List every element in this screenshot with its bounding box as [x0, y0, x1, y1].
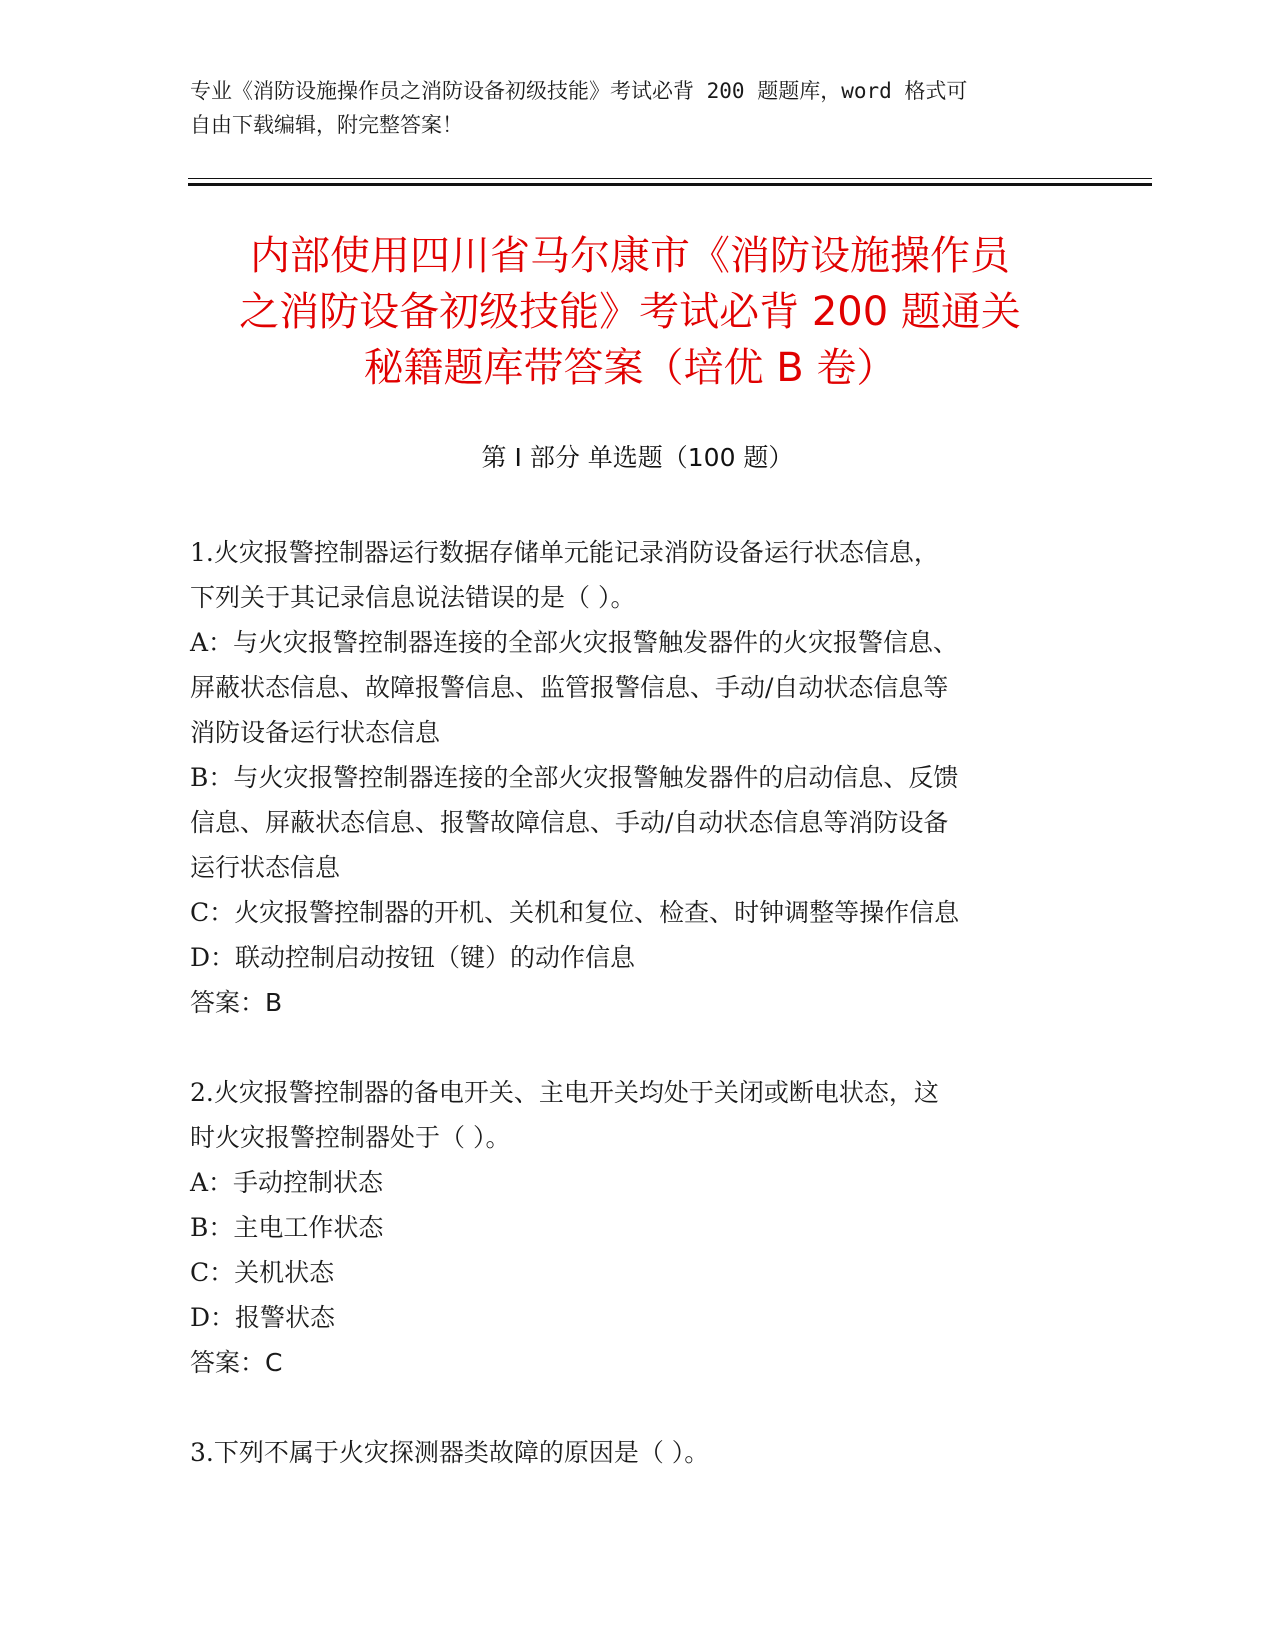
option-line: D：联动控制启动按钮（键）的动作信息 — [190, 943, 636, 972]
option-line: 运行状态信息 — [190, 853, 341, 882]
option-line: C：火灾报警控制器的开机、关机和复位、检查、时钟调整等操作信息 — [190, 898, 960, 927]
answer-line: 答案：B — [190, 988, 283, 1017]
question-stem-line: 3.下列不属于火灾探测器类故障的原因是（ ）。 — [190, 1438, 710, 1467]
option-line: A：手动控制状态 — [190, 1168, 384, 1197]
option-line: 消防设备运行状态信息 — [190, 718, 441, 747]
option-line: 屏蔽状态信息、故障报警信息、监管报警信息、手动/自动状态信息等 — [190, 673, 949, 702]
question-stem-line: 时火灾报警控制器处于（ ）。 — [190, 1123, 511, 1152]
answer-line: 答案：C — [190, 1348, 283, 1377]
question-list — [190, 530, 1080, 1475]
question-stem-line: 1.火灾报警控制器运行数据存储单元能记录消防设备运行状态信息， — [190, 538, 939, 567]
question-2 — [190, 1070, 1080, 1385]
header-note-line: 自由下载编辑，附完整答案！ — [190, 113, 463, 137]
option-line: B：与火灾报警控制器连接的全部火灾报警触发器件的启动信息、反馈 — [190, 763, 959, 792]
title-line: 之消防设备初级技能》考试必背 200 题通关 — [239, 289, 1021, 335]
option-line: B：主电工作状态 — [190, 1213, 384, 1242]
title-line: 内部使用四川省马尔康市《消防设施操作员 — [250, 233, 1010, 279]
question-stem-line: 下列关于其记录信息说法错误的是（ ）。 — [190, 583, 636, 612]
option-line: D：报警状态 — [190, 1303, 336, 1332]
question-stem-line: 2.火灾报警控制器的备电开关、主电开关均处于关闭或断电状态，这 — [190, 1078, 939, 1107]
document-title — [190, 228, 1070, 396]
header-note — [190, 74, 1070, 142]
question-1 — [190, 530, 1080, 1025]
header-divider-thin — [188, 178, 1152, 179]
question-3 — [190, 1430, 1080, 1475]
header-note-line: 专业《消防设施操作员之消防设备初级技能》考试必背 200 题题库，word 格式可 — [190, 79, 968, 103]
header-divider-thick — [188, 183, 1152, 186]
spacer — [190, 1025, 1080, 1070]
option-line: A：与火灾报警控制器连接的全部火灾报警触发器件的火灾报警信息、 — [190, 628, 959, 657]
option-line: 信息、屏蔽状态信息、报警故障信息、手动/自动状态信息等消防设备 — [190, 808, 949, 837]
spacer — [190, 1385, 1080, 1430]
section-title: 第 I 部分 单选题（100 题） — [481, 443, 794, 472]
title-line: 秘籍题库带答案（培优 B 卷） — [363, 345, 897, 391]
option-line: C：关机状态 — [190, 1258, 335, 1287]
